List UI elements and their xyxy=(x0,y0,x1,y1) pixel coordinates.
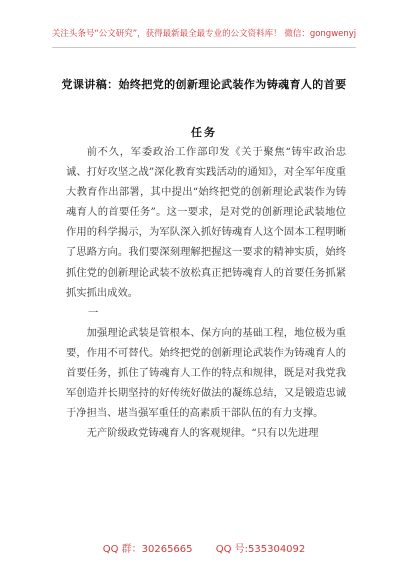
footer-qq-number: QQ 号:535304092 xyxy=(215,544,306,555)
footer-contacts xyxy=(0,540,408,555)
body-paragraph-2: 加强理论武装是管根本、保方向的基础工程，地位极为重要，作用不可替代。始终把党的创新理论武装作为铸魂育人的首要任务，抓住了铸魂育人工作的特点和规律，既是对我党我军创造并长期坚持的好传统好做法的凝练总结，又是锻造忠诚于净担当、堪当强军重任的高素质干部队伍的有力支撑。 xyxy=(66,326,346,420)
header-note: 关注头条号“公文研究”，获得最新最全最专业的公文资料库！ 微信：gongwenyj xyxy=(51,29,357,39)
document-title-line-1: 党课讲稿：始终把党的创新理论武装作为铸魂育人的首要 xyxy=(61,78,347,91)
document-body xyxy=(66,142,346,443)
document-title-line-2: 任务 xyxy=(191,126,217,139)
body-paragraph-3: 无产阶级政党铸魂育人的客观规律。“只有以先进理 xyxy=(86,427,319,440)
body-paragraph-1: 前不久，军委政治工作部印发《关于聚焦“铸牢政治忠诚、打好攻坚之战”深化教育实践活动的通知》，对全军年度重大教育作出部署，其中提出“始终把党的创新理论武装作为铸魂育人的首要任务”。这一要求，是对党的创新理论武装地位作用的科学揭示，为军队深入抓好铸魂育人这个固本工程明晰了思路方向。我们要深刻理解把握这一要求的精神实质，始终抓住党的创新理论武装不放松真正把铸魂育人的首要任务抓紧抓实抓出成效。 xyxy=(66,146,346,299)
header-divider xyxy=(52,47,356,48)
section-number: 一 xyxy=(88,306,99,319)
footer-qq-group: QQ 群：30265665 xyxy=(102,544,193,555)
